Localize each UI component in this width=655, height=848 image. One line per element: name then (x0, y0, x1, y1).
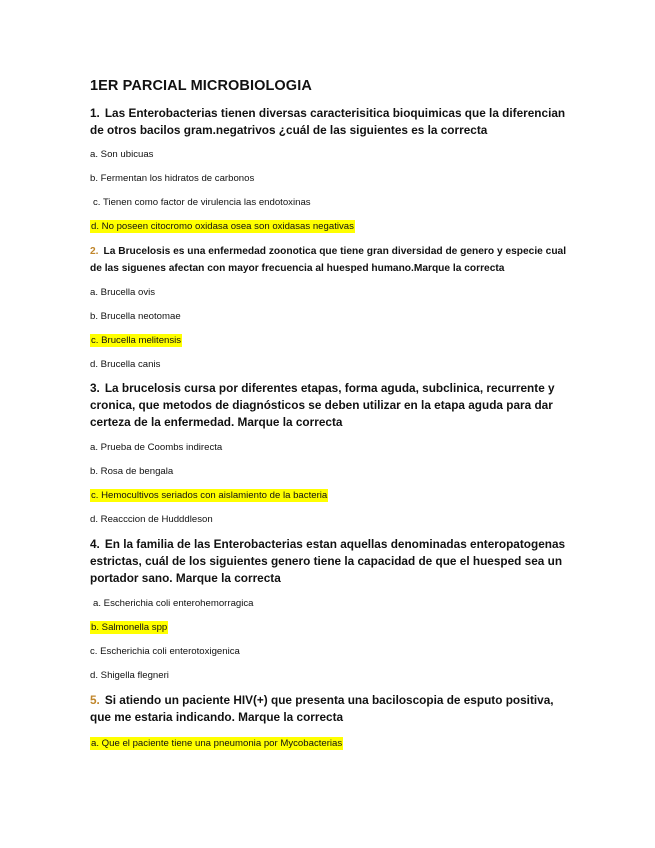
question-number: 5. (90, 693, 100, 707)
option-4d: d. Shigella flegneri (90, 670, 169, 681)
option-5a-correct-highlighted: a. Que el paciente tiene una pneumonia por Mycobacterias (91, 738, 343, 749)
question-text: Las Enterobacterias tienen diversas caracterisitica bioquimicas que la diferencian de otros bacilos gram.negatrivos ¿cuál de las siguientes es la correcta (90, 106, 566, 137)
question-text: La Brucelosis es una enfermedad zoonotica que tiene gran diversidad de genero y especie cual de las siguenes afectan con mayor frecuencia al huesped humano.Marque la correcta (90, 246, 567, 274)
document-title: 1ER PARCIAL MICROBIOLOGIA (90, 78, 312, 94)
question-number: 4. (90, 537, 100, 551)
option-2b: b. Brucella neotomae (90, 311, 181, 322)
option-3b: b. Rosa de bengala (90, 466, 174, 477)
question-number: 3. (90, 381, 100, 395)
question-4 (90, 536, 570, 587)
question-number: 2. (90, 246, 99, 257)
option-1a: a. Son ubicuas (90, 149, 154, 160)
option-2c-correct-highlighted: c. Brucella melitensis (91, 335, 182, 346)
option-4c: c. Escherichia coli enterotoxigenica (90, 646, 240, 657)
option-3d: d. Reacccion de Hudddleson (90, 514, 213, 525)
question-number: 1. (90, 106, 100, 120)
question-text: En la familia de las Enterobacterias estan aquellas denominadas enteropatogenas estrictas, cuál de los siguientes genero tiene la capacidad de que el huesped sea un portador sano. Marque la correcta (90, 537, 566, 585)
option-2d: d. Brucella canis (90, 359, 161, 370)
question-1 (90, 105, 570, 139)
question-2 (90, 243, 570, 277)
option-1d-correct-highlighted: d. No poseen citocromo oxidasa osea son oxidasas negativas (91, 221, 354, 232)
question-text: Si atiendo un paciente HIV(+) que presenta una baciloscopia de esputo positiva, que me estaria indicando. Marque la correcta (90, 693, 554, 724)
option-3a: a. Prueba de Coombs indirecta (90, 442, 223, 453)
option-1b: b. Fermentan los hidratos de carbonos (90, 173, 255, 184)
question-text: La brucelosis cursa por diferentes etapas, forma aguda, subclinica, recurrente y cronica, que metodos de diagnósticos se deben utilizar en la etapa aguda para dar certeza de la enfermedad. Marque la correcta (90, 381, 555, 429)
question-5 (90, 692, 570, 726)
option-4a: a. Escherichia coli enterohemorragica (93, 598, 254, 609)
option-2a: a. Brucella ovis (90, 287, 156, 298)
option-1c: c. Tienen como factor de virulencia las endotoxinas (93, 197, 311, 208)
option-3c-correct-highlighted: c. Hemocultivos seriados con aislamiento de la bacteria (91, 490, 328, 501)
option-4b-correct-highlighted: b. Salmonella spp (91, 622, 168, 633)
question-3 (90, 380, 570, 431)
